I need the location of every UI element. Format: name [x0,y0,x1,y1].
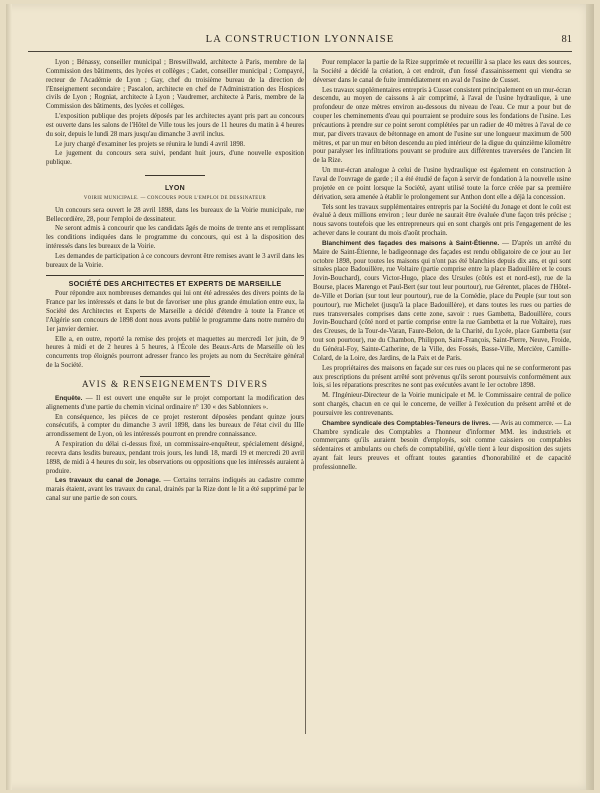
paragraph: Lyon ; Bénassy, conseiller municipal ; Breswillwald, architecte à Paris, membre de la Commission des bâtiments, des lycées et collèges ; Cadet, conseiller municipal ; Compayré, recteur de l'Académie de Lyon ; Gay, chef du troisième bureau de la direction de l'Enseignement secondaire ; Pascalon, architecte en chef de l'Administration des Hospices civils de Lyon ; Rogniat, architecte à Lyon ; Vaudremer, architecte à Paris, membre de la Commission des bâtiments, des lycées et collèges. [46,59,304,111]
journal-title: LA CONSTRUCTION LYONNAISE [205,34,395,45]
paragraph: M. l'Ingénieur-Directeur de la Voirie municipale et M. le Commissaire central de police sont chargés, chacun en ce qui le concerne, de veiller à l'exécution du présent arrêté et de poursuivre les contrevenants. [313,392,571,417]
paragraph-text: — Il est ouvert une enquête sur le projet comportant la modification des alignements d'une partie du chemin vicinal ordinaire n° 130 « des Sablonniers ». [46,394,304,411]
separator [140,376,210,377]
binding-shadow [6,4,12,790]
right-column [313,59,571,474]
paragraph [46,477,304,504]
paragraph: Le jugement du concours sera suivi, pendant huit jours, d'une nouvelle exposition publique. [46,150,304,167]
section-subtitle: VOIRIE MUNICIPALE. — CONCOURS POUR L'EMPLOI DE DESSINATEUR [83,195,267,201]
paragraph [313,240,571,364]
paragraph-lead: Enquête. [55,394,83,402]
paragraph [46,395,304,413]
paragraph-lead: Blanchiment des façades des maisons à Saint-Étienne. [322,239,500,247]
paragraph: Ne seront admis à concourir que les candidats âgés de moins de trente ans et remplissant les conditions indiquées dans le programme du concours, qui est à la disposition des intéressés dans les bureaux de la Voirie. [46,225,304,251]
paragraph: Un mur-écran analogue à celui de l'usine hydraulique est également en construction à l'aval de l'ouvrage de garde ; il a été étudié de façon à servir de fondation à la nouvelle usine projetée en ce point lorsque la Société, ayant utilisé toute la force créée par sa première dérivation, sera amenée à établir le prolongement sur Anthon dont elle a déjà la concession. [313,167,571,201]
paragraph: Pour remplacer la partie de la Rize supprimée et recueillir à sa place les eaux des sources, la Société a décidé la création, à cet endroit, d'un fossé d'assainissement qui viendra se déverser dans le canal de fuite immédiatement en aval de l'usine de Cusset. [313,59,571,84]
paragraph-lead: Chambre syndicale des Comptables-Teneurs de livres. [322,419,491,427]
paragraph-text: — Avis au commerce. — La Chambre syndicale des Comptables a l'honneur d'informer MM. les industriels et commerçants qu'ils auraient besoin d'employés, soit comme caissiers ou comptables sédentaires et ambulants ou chefs de comptabilité, qu'elle tient à leur disposition des sujets ayant fait leurs preuves et offrant toutes garanties d'honorabilité et de capacité professionnelle. [313,419,572,471]
paragraph: Les propriétaires des maisons en façade sur ces rues ou places qui ne se conformeront pas aux prescriptions du présent arrêté sont prévenus qu'ils seront poursuivis conformément aux lois, si les réparations prescrites ne sont pas exécutées avant le 1er octobre 1898. [313,364,571,390]
paragraph: Le jury chargé d'examiner les projets se réunira le lundi 4 avril 1898. [55,140,245,148]
paragraph: Elle a, en outre, reporté la remise des projets et maquettes au mercredi 1er juin, de 9 heures à midi et de 2 heures à 5 heures, à l'École des Beaux-Arts de Marseille où les concurrents trop éloignés pourront adresser franco les projets au nom du Secrétaire général de la Société. [46,335,304,370]
header-rule [28,51,572,52]
page-edge [586,4,594,790]
section-title-societe: SOCIÉTÉ DES ARCHITECTES ET EXPERTS DE MARSEILLE [68,278,282,288]
paragraph: A l'expiration du délai ci-dessus fixé, un commissaire-enquêteur, spécialement désigné, recevra dans lesdits bureaux, pendant trois jours, les lundi 18, mardi 19 et mercredi 20 avril 1898, de midi à 4 heures du soir, les observations ou oppositions que les intéressés auraient à produire. [46,441,304,475]
column-divider [305,59,306,734]
running-header [6,34,594,48]
paragraph: Un concours sera ouvert le 28 avril 1898, dans les bureaux de la Voirie municipale, rue Bellecordière, 28, pour l'emploi de dessinateur. [46,206,304,223]
paragraph: Les demandes de participation à ce concours devront être remises avant le 3 avril dans les bureaux de la Voirie. [46,252,304,269]
paragraph [313,420,571,473]
paragraph: En conséquence, les pièces de ce projet resteront déposées pendant quinze jours consécutifs, à compter du dimanche 3 avril 1898, dans les bureaux de l'état civil du IIIe arrondissement de Lyon, où les intéressés pourront en prendre connaissance. [46,413,304,439]
page-number: 81 [561,34,572,45]
journal-page [6,4,594,790]
separator-rule [46,275,304,276]
paragraph: Pour répondre aux nombreuses demandes qui lui ont été adressées des divers points de la France par les intéressés et dans le but de favoriser une plus grande émulation entre eux, la Société des Architectes et Experts de Marseille a décidé d'étendre à toute la France et l'Algérie son concours de 1898 dont nous avons publié le programme dans notre numéro du 1er janvier dernier. [46,290,304,333]
paragraph-text: — D'après un arrêté du Maire de Saint-Étienne, le badigeonnage des façades est rendu obligatoire de ce jour au 1er octobre 1898, pour toutes les maisons qui n'ont pas été blanchies depuis dix ans, et qui sont situées place Badouillère, rue Voltaire (partie comprise entre la place Badouillère et le cours Jovin-Bouchard), cours Victor-Hugo, place des Ursules (côtés est et nord-est), rue de la Bourse, places Marengo et Paul-Bert (sur tout leur pourtour), rue Gérentet, places de l'Hôtel-de-Ville et Dorian (sur tout leur pourtour), rue de la Comédie, place du Peuple (sur tout son pourtour), rue Michelet (jusqu'à la place Badouillère), et dans toutes les rues ou parties de rues transversales comprises dans cette zone, savoir : rues Gambetta, Badouillère, cours Jovin-Bouchard (côté nord et partie comprise entre la rue Gambetta et la rue Voltaire), rues des Creuses, de la Tour-de-Varan, Faure-Belon, de la Charité, du Lycée, place Gambetta (sur tout son pourtour), rue du Chambon, Philippon, Saint-François, Saint-Pierre, Neuve, Froide, du Général-Foy, Sainte-Catherine, de la Ville, des Fossés, Basse-Ville, Mercière, Camille-Colard, de la Loire, des Jardins, de la Paix et de Paris. [313,239,571,362]
paragraph-text: — Certains terrains indiqués au cadastre comme marais étaient, avant les travaux du canal, drainés par la Rize dont le lit a été supprimé par le canal sur une partie de son cours. [46,477,304,503]
paragraph: Tels sont les travaux supplémentaires entrepris par la Société du Jonage et dont le coût est évalué à deux millions environ ; leur durée ne saurait être évaluée d'une façon très précise ; nous savons toutefois que les entrepreneurs qui en sont chargés ont pris l'engagement de les achever dans le courant du mois d'août prochain. [313,203,571,238]
section-title-lyon: LYON [164,184,185,192]
paragraph: L'exposition publique des projets déposés par les architectes ayant pris part au concours est ouverte dans les salons de l'Hôtel de Ville tous les jours de 11 heures du matin à 4 heures du soir, depuis le lundi 28 mars jusqu'au dimanche 3 avril inclus. [46,113,304,138]
paragraph: Les travaux supplémentaires entrepris à Cusset consistent principalement en un mur-écran descendu, au moyen de caissons à air comprimé, à l'aval de l'usine hydraulique, à une profondeur de onze mètres environ au-dessous du niveau de l'eau. Ce mur a pour but de couper les cheminements d'eau qui pourraient se produire sous les fondations de l'usine. Les précautions à prendre sur ce point seront complétées par un radier de 40 mètres à l'aval de ce mur, par divers travaux de bétonnage en amont de l'usine sur une longueur maximum de 500 mètres, et par un mur en béton descendu au pied intérieur de la digue du quinzième kilomètre pour paralyser les infiltrations pouvant se produire aux différentes traversées de l'ancien lit de la Rize. [313,86,571,165]
paragraph-lead: Les travaux du canal de Jonage. [55,477,161,485]
section-title-avis: AVIS & RENSEIGNEMENTS DIVERS [81,380,269,390]
separator [46,172,304,181]
left-column [46,59,304,505]
